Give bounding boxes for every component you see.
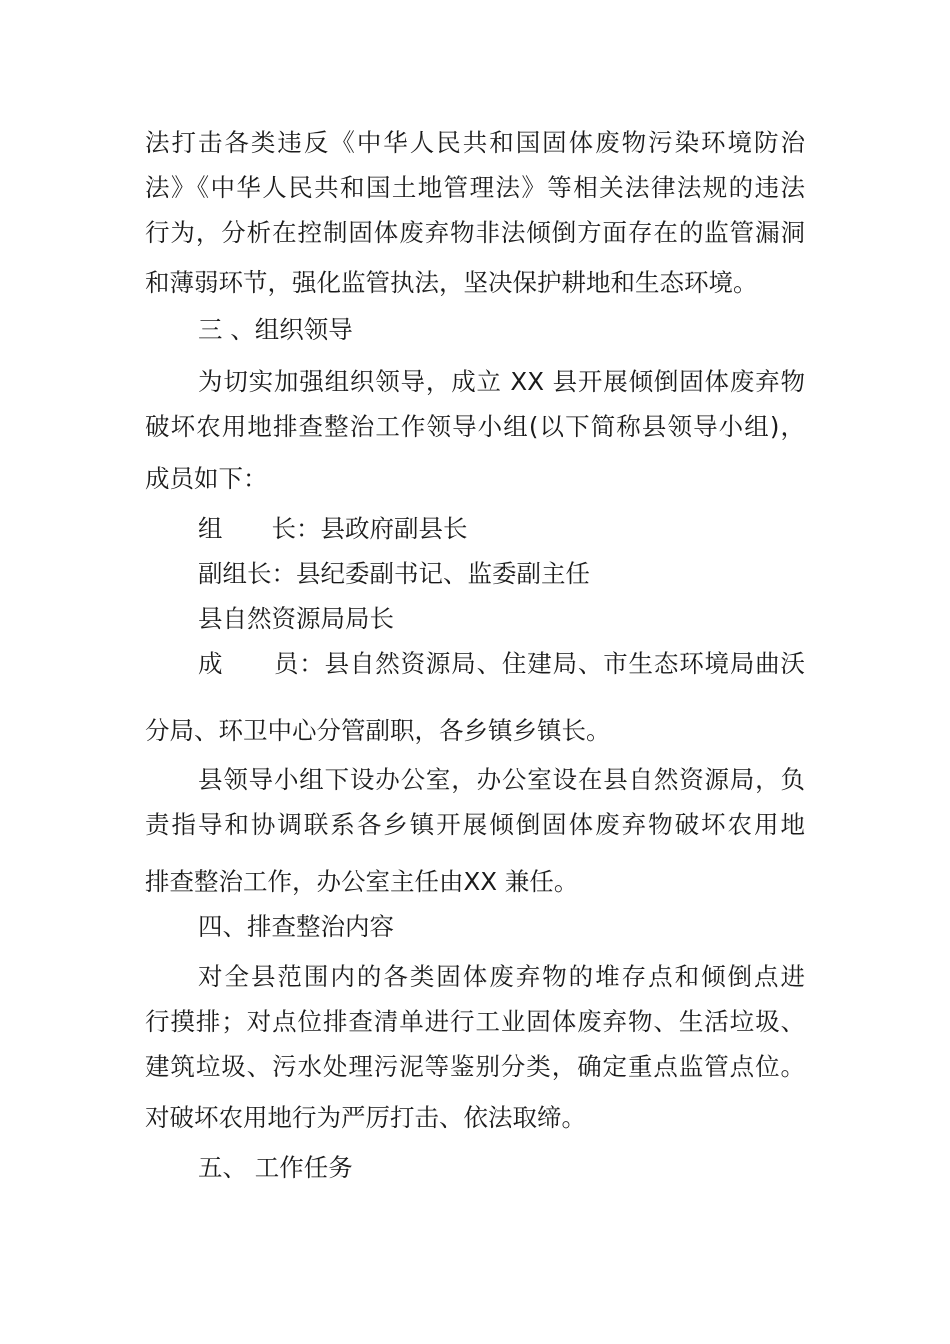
body-line: 排查整治工作，办公室主任由XX 兼任。 xyxy=(145,867,579,896)
section-heading: 五、 工作任务 xyxy=(198,1153,353,1182)
body-line: 法打击各类违反《中华人民共和国固体废物污染环境防治 xyxy=(145,128,805,157)
body-line: 县领导小组下设办公室，办公室设在县自然资源局，负 xyxy=(198,765,805,794)
body-line: 为切实加强组织领导，成立 XX 县开展倾倒固体废弃物 xyxy=(198,367,805,396)
body-line: 和薄弱环节，强化监管执法，坚决保护耕地和生态环境。 xyxy=(145,268,758,297)
body-line: 对破坏农用地行为严厉打击、依法取缔。 xyxy=(145,1103,586,1132)
body-line: 法》《中华人民共和国土地管理法》等相关法律法规的违法 xyxy=(145,173,805,202)
section-heading: 三 、组织领导 xyxy=(198,315,353,344)
body-line: 分局、环卫中心分管副职，各乡镇乡镇长。 xyxy=(145,716,611,745)
body-line: 行摸排；对点位排查清单进行工业固体废弃物、生活垃圾、 xyxy=(145,1007,805,1036)
body-line: 责指导和协调联系各乡镇开展倾倒固体废弃物破坏农用地 xyxy=(145,810,805,839)
body-line: 建筑垃圾、污水处理污泥等鉴别分类，确定重点监管点位。 xyxy=(145,1052,805,1081)
member-line: 副组长：县纪委副书记、监委副主任 xyxy=(198,559,590,588)
member-line: 组 长：县政府副县长 xyxy=(198,514,468,543)
body-line: 对全县范围内的各类固体废弃物的堆存点和倾倒点进 xyxy=(198,962,805,991)
body-line: 破坏农用地排查整治工作领导小组(以下简称县领导小组)， xyxy=(145,412,805,441)
body-line: 行为，分析在控制固体废弃物非法倾倒方面存在的监管漏洞 xyxy=(145,218,805,247)
member-line: 成 员：县自然资源局、住建局、市生态环境局曲沃 xyxy=(198,649,805,678)
body-line: 成员如下： xyxy=(145,464,268,493)
member-line: 县自然资源局局长 xyxy=(198,604,394,633)
section-heading: 四、排查整治内容 xyxy=(198,912,394,941)
